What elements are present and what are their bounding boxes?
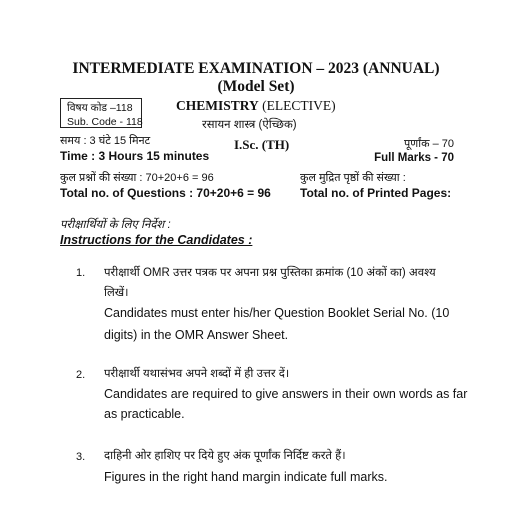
subject-name-rest: (ELECTIVE)	[258, 98, 336, 113]
time-english: Time : 3 Hours 15 minutes	[60, 149, 210, 163]
exam-title: INTERMEDIATE EXAMINATION – 2023 (ANNUAL)	[72, 60, 440, 77]
stream-label: I.Sc. (TH)	[234, 137, 290, 152]
time-hindi: समय : 3 घंटे 15 मिनट	[60, 135, 151, 147]
full-marks-english: Full Marks - 70	[374, 152, 454, 164]
printed-pages-english: Total no. of Printed Pages:	[300, 186, 452, 200]
instruction-text-english: Candidates must enter his/her Question Booklet Serial No. (10	[104, 306, 450, 320]
subject-code-box	[60, 98, 142, 128]
instruction-text-english: as practicable.	[104, 407, 185, 421]
instruction-number: 2.	[76, 369, 86, 381]
instruction-text-english: Candidates are required to give answers in their own words as far	[104, 387, 468, 401]
instruction-number: 3.	[76, 451, 86, 463]
model-set-label: (Model Set)	[217, 78, 295, 95]
questions-count-hindi: कुल प्रश्नों की संख्या : 70+20+6 = 96	[60, 172, 214, 184]
instruction-text-english: Figures in the right hand margin indicate full marks.	[104, 470, 388, 484]
questions-count-english: Total no. of Questions : 70+20+6 = 96	[60, 186, 271, 200]
subject-code-hindi: विषय कोड –118	[67, 102, 133, 114]
instruction-text-hindi: परीक्षार्थी यथासंभव अपने शब्दों में ही उत्तर दें।	[104, 368, 290, 380]
subject-name-bold: CHEMISTRY	[176, 98, 259, 113]
instruction-number: 1.	[76, 267, 86, 279]
printed-pages-hindi: कुल मुद्रित पृष्ठों की संख्या :	[300, 172, 406, 184]
instruction-text-hindi: लिखें।	[104, 287, 129, 299]
subject-name-hindi: रसायन शास्त्र (ऐच्छिक)	[202, 119, 297, 131]
instruction-text-hindi: दाहिनी ओर हाशिए पर दिये हुए अंक पूर्णांक निर्दिष्ट करते हैं।	[104, 450, 346, 462]
full-marks-hindi: पूर्णांक – 70	[404, 138, 454, 150]
instructions-heading-hindi: परीक्षार्थियों के लिए निर्देश :	[60, 219, 171, 231]
subject-code-english: Sub. Code - 118	[67, 116, 143, 128]
instruction-text-english: digits) in the OMR Answer Sheet.	[104, 328, 289, 342]
subject-name	[176, 98, 336, 114]
instructions-heading-english: Instructions for the Candidates :	[60, 233, 253, 247]
instruction-text-hindi: परीक्षार्थी OMR उत्तर पत्रक पर अपना प्रश्न पुस्तिका क्रमांक (10 अंकों का) अवश्य	[104, 267, 436, 279]
